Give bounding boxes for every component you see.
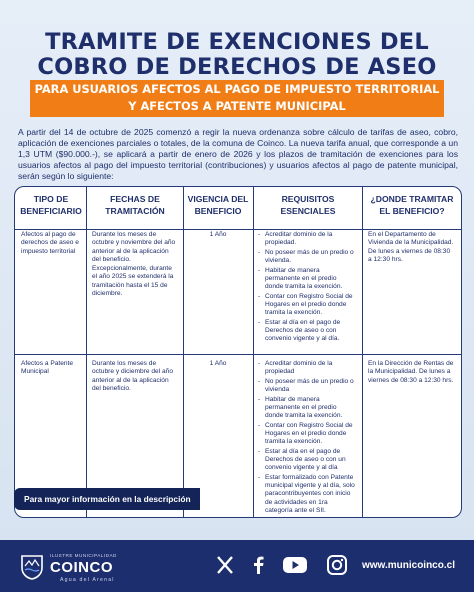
footer: [0, 540, 474, 592]
row1-tipo: Afectos al pago de derechos de aseo e impuesto territorial: [21, 231, 79, 255]
brand-name: COINCO: [50, 559, 113, 576]
row2-req-item: - Estar al día en el pago de Derechos de aseo o con un convenio vigente y al día: [258, 448, 356, 473]
intro-paragraph: A partir del 14 de octubre de 2025 comenzó a regir la nueva ordenanza sobre cálculo de tarifas de aseo, cobro, aplicación de exenciones parciales o totales, de la comuna de Coinco. La nueva tarifa anual, que corresponde a un 1,3 UTM ($90.000.-), se aplicará a partir de enero de 2026 y los plazos de tramitación de exenciones para los usuarios afectos al pago del impuesto territorial (contribuciones) y usuarios afectos al pago de patente municipal, serán según lo siguiente:: [18, 127, 458, 181]
website-link[interactable]: www.municoinco.cl: [362, 560, 455, 571]
muni-label: ILUSTRE MUNICIPALIDAD: [50, 553, 117, 558]
header-vigencia: VIGENCIA DEL BENEFICIO: [187, 194, 249, 216]
row1-fechas: [92, 231, 178, 298]
row1-req-item: - No poseer más de un predio o vivienda.: [258, 249, 356, 266]
row2-fechas: Durante los meses de octubre y diciembre del año anterior al de la aplicación del beneficio.: [92, 360, 174, 392]
title-line-1: TRAMITE DE EXENCIONES DEL: [45, 29, 429, 55]
brand-tagline: Agua del Arenal: [60, 577, 115, 583]
subtitle-banner: [30, 80, 444, 117]
x-icon[interactable]: [214, 554, 236, 576]
subtitle-line-1: PARA USUARIOS AFECTOS AL PAGO DE IMPUESTO TERRITORIAL: [34, 82, 440, 96]
facebook-icon[interactable]: [247, 554, 269, 576]
row1-fechas-main: Durante los meses de octubre y noviembre del año anterior al de la aplicación del beneficio.: [92, 231, 176, 263]
page-title: [0, 30, 474, 80]
row2-req-item: - Habitar de manera permanente en el predio donde tramita la exención.: [258, 396, 356, 421]
header-fechas: FECHAS DE TRAMITACIÓN: [105, 194, 165, 216]
row2-tipo: Afectos a Patente Municipal: [21, 360, 74, 376]
row1-vigencia: 1 Año: [209, 231, 227, 238]
header-donde: ¿DONDE TRAMITAR EL BENEFICIO?: [370, 194, 454, 216]
row-divider: [15, 354, 461, 355]
row1-requisitos: [258, 231, 356, 345]
title-line-2: COBRO DE DERECHOS DE ASEO: [37, 54, 437, 80]
row2-req-item: - Acreditar dominio de la propiedad: [258, 360, 356, 377]
header-tipo: TIPO DE BENEFICIARIO: [20, 194, 82, 216]
instagram-icon[interactable]: [326, 554, 348, 576]
table-header-row: [15, 187, 461, 230]
header-requisitos: REQUISITOS ESENCIALES: [280, 194, 336, 216]
youtube-icon[interactable]: [282, 556, 308, 574]
row2-req-item: - Estar formalizado con Patente municipal vigente y al día, solo paracontribuyentes con inicio de actividades en 1ra categoría ante el SII.: [258, 474, 356, 515]
exemption-table: [14, 186, 462, 518]
row1-req-item: - Contar con Registro Social de Hogares en el predio donde tramita la exención.: [258, 293, 356, 318]
row1-req-item: - Habitar de manera permanente en el predio donde tramita la exención.: [258, 267, 356, 292]
row2-req-item: - No poseer más de un predio o vivienda: [258, 378, 356, 395]
row1-req-item: - Acreditar dominio de la propiedad.: [258, 231, 356, 248]
row2-req-item: - Contar con Registro Social de Hogares en el predio donde tramita la exención.: [258, 422, 356, 447]
row2-donde: En la Dirección de Rentas de la Municipalidad. De lunes a viernes de 08:30 a 12:30 hrs.: [368, 360, 454, 384]
row2-vigencia: 1 Año: [209, 360, 227, 367]
info-pill: Para mayor información en la descripción: [14, 488, 200, 510]
row2-requisitos: [258, 360, 356, 516]
subtitle-line-2: Y AFECTOS A PATENTE MUNICIPAL: [128, 99, 346, 113]
row1-donde: En el Departamento de Vivienda de la Municipalidad. De lunes a viernes de 08:30 a 12:30 hrs.: [368, 231, 454, 263]
row1-fechas-extra: Excepcionalmente, durante el año 2025 se extenderá la tramitación hasta el 15 de diciembre.: [92, 265, 174, 298]
municipal-shield-icon: [20, 554, 44, 580]
row1-req-item: - Estar al día en el pago de Derechos de aseo o con convenio vigente y al día.: [258, 319, 356, 344]
